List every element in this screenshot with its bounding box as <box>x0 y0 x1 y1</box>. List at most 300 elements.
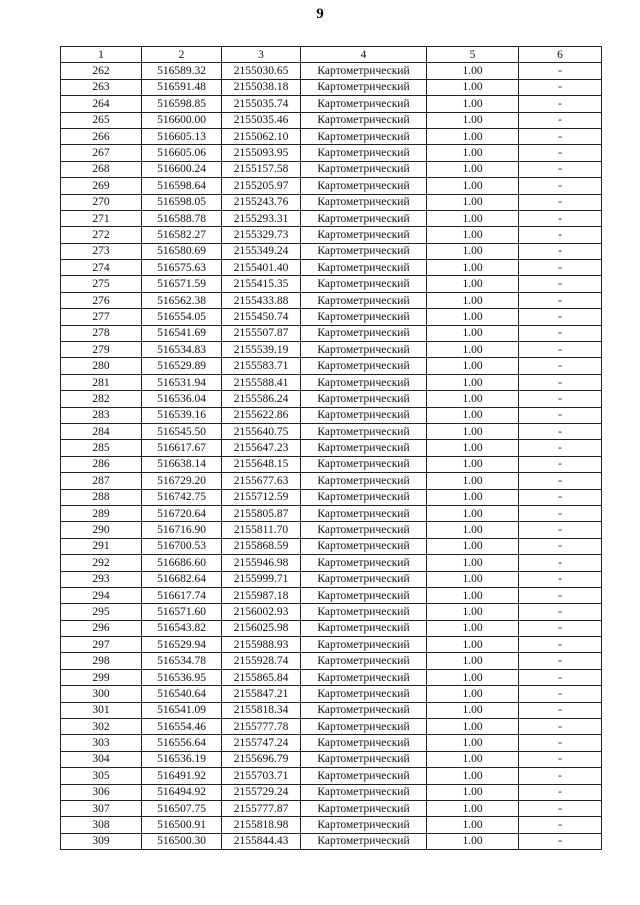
table-row <box>61 669 602 685</box>
table-cell: 516543.82 <box>142 620 222 636</box>
table-cell: 2155038.18 <box>222 79 301 95</box>
table-cell: Картометрический <box>301 440 427 456</box>
table-cell: 1.00 <box>427 309 519 325</box>
table-cell: - <box>519 702 602 718</box>
table-cell: 1.00 <box>427 702 519 718</box>
table-cell: - <box>519 637 602 653</box>
table-row <box>61 243 602 259</box>
table-cell: 516716.90 <box>142 522 222 538</box>
table-row <box>61 407 602 423</box>
table-cell: Картометрический <box>301 817 427 833</box>
table-cell: 516529.89 <box>142 358 222 374</box>
table-cell: 289 <box>61 505 142 521</box>
table-row <box>61 571 602 587</box>
table-cell: 1.00 <box>427 620 519 636</box>
table-cell: 2155640.75 <box>222 423 301 439</box>
table-cell: 294 <box>61 587 142 603</box>
table-cell: - <box>519 456 602 472</box>
table-cell: 1.00 <box>427 784 519 800</box>
table-cell: 264 <box>61 96 142 112</box>
table-cell: - <box>519 686 602 702</box>
table-cell: 2155818.98 <box>222 817 301 833</box>
table-cell: - <box>519 178 602 194</box>
table-cell: 516536.19 <box>142 751 222 767</box>
table-cell: 516541.09 <box>142 702 222 718</box>
table-cell: 1.00 <box>427 96 519 112</box>
table-cell: - <box>519 227 602 243</box>
table-row <box>61 702 602 718</box>
table-row <box>61 800 602 816</box>
table-row <box>61 587 602 603</box>
table-cell: 287 <box>61 473 142 489</box>
table-cell: 2155093.95 <box>222 145 301 161</box>
table-row <box>61 686 602 702</box>
table-row <box>61 391 602 407</box>
table-cell: 270 <box>61 194 142 210</box>
table-cell: 281 <box>61 374 142 390</box>
table-cell: 2155777.78 <box>222 719 301 735</box>
table-cell: 1.00 <box>427 440 519 456</box>
table-cell: 1.00 <box>427 686 519 702</box>
table-cell: 2155157.58 <box>222 161 301 177</box>
table-row <box>61 735 602 751</box>
table-cell: 516534.83 <box>142 342 222 358</box>
table-row <box>61 637 602 653</box>
table-cell: 278 <box>61 325 142 341</box>
table-row <box>61 128 602 144</box>
table-cell: 1.00 <box>427 587 519 603</box>
table-cell: Картометрический <box>301 210 427 226</box>
table-cell: 516539.16 <box>142 407 222 423</box>
table-cell: - <box>519 243 602 259</box>
table-row <box>61 112 602 128</box>
table-cell: 2155433.88 <box>222 292 301 308</box>
table-cell: Картометрический <box>301 538 427 554</box>
table-cell: 273 <box>61 243 142 259</box>
table-row <box>61 456 602 472</box>
table-cell: - <box>519 653 602 669</box>
table-cell: - <box>519 784 602 800</box>
table-cell: 280 <box>61 358 142 374</box>
table-cell: 276 <box>61 292 142 308</box>
table-cell: 268 <box>61 161 142 177</box>
table-cell: 297 <box>61 637 142 653</box>
table-cell: 516742.75 <box>142 489 222 505</box>
table-cell: 1.00 <box>427 178 519 194</box>
table-cell: 516571.59 <box>142 276 222 292</box>
table-row <box>61 292 602 308</box>
table-cell: 1.00 <box>427 292 519 308</box>
table-cell: - <box>519 587 602 603</box>
table-cell: 516575.63 <box>142 260 222 276</box>
table-cell: 516556.64 <box>142 735 222 751</box>
table-cell: Картометрический <box>301 161 427 177</box>
table-cell: Картометрический <box>301 489 427 505</box>
table-cell: - <box>519 276 602 292</box>
table-cell: 516580.69 <box>142 243 222 259</box>
table-cell: - <box>519 620 602 636</box>
table-cell: 279 <box>61 342 142 358</box>
table-row <box>61 342 602 358</box>
table-cell: 2155868.59 <box>222 538 301 554</box>
table-cell: - <box>519 669 602 685</box>
table-cell: 1.00 <box>427 161 519 177</box>
table-cell: 300 <box>61 686 142 702</box>
table-cell: 1.00 <box>427 669 519 685</box>
table-row <box>61 79 602 95</box>
table-row <box>61 768 602 784</box>
table-cell: 516605.13 <box>142 128 222 144</box>
table-cell: - <box>519 145 602 161</box>
table-cell: 1.00 <box>427 276 519 292</box>
table-row <box>61 63 602 79</box>
table-cell: 2155030.65 <box>222 63 301 79</box>
table-cell: Картометрический <box>301 342 427 358</box>
column-header: 1 <box>61 47 142 63</box>
table-cell: - <box>519 407 602 423</box>
table-cell: Картометрический <box>301 571 427 587</box>
table-cell: 516541.69 <box>142 325 222 341</box>
table-cell: Картометрический <box>301 194 427 210</box>
table-row <box>61 325 602 341</box>
table-cell: Картометрический <box>301 63 427 79</box>
table-cell: 262 <box>61 63 142 79</box>
table-cell: - <box>519 79 602 95</box>
column-header: 4 <box>301 47 427 63</box>
table-cell: Картометрический <box>301 79 427 95</box>
column-header: 3 <box>222 47 301 63</box>
table-row <box>61 620 602 636</box>
table-cell: 1.00 <box>427 63 519 79</box>
table-cell: 290 <box>61 522 142 538</box>
table-row <box>61 719 602 735</box>
table-cell: 516686.60 <box>142 555 222 571</box>
table-cell: 2155205.97 <box>222 178 301 194</box>
table-cell: 516507.75 <box>142 800 222 816</box>
table-cell: 1.00 <box>427 391 519 407</box>
table-cell: 2155586.24 <box>222 391 301 407</box>
table-cell: - <box>519 735 602 751</box>
table-cell: Картометрический <box>301 587 427 603</box>
table-cell: Картометрический <box>301 358 427 374</box>
table-cell: Картометрический <box>301 96 427 112</box>
table-cell: 1.00 <box>427 751 519 767</box>
table-cell: 516554.46 <box>142 719 222 735</box>
table-cell: 2155329.73 <box>222 227 301 243</box>
table-row <box>61 358 602 374</box>
table-cell: 2155539.19 <box>222 342 301 358</box>
table-cell: 2155988.93 <box>222 637 301 653</box>
table-cell: Картометрический <box>301 768 427 784</box>
table-cell: 1.00 <box>427 374 519 390</box>
table-cell: Картометрический <box>301 391 427 407</box>
table-cell: 2156025.98 <box>222 620 301 636</box>
table-cell: Картометрический <box>301 702 427 718</box>
table-cell: 1.00 <box>427 637 519 653</box>
table-cell: 516500.91 <box>142 817 222 833</box>
table-cell: Картометрический <box>301 751 427 767</box>
table-cell: 2155243.76 <box>222 194 301 210</box>
table-cell: 516598.05 <box>142 194 222 210</box>
table-cell: 2155622.86 <box>222 407 301 423</box>
table-cell: 1.00 <box>427 522 519 538</box>
table-row <box>61 489 602 505</box>
table-cell: 516605.06 <box>142 145 222 161</box>
table-cell: 299 <box>61 669 142 685</box>
table-cell: 516545.50 <box>142 423 222 439</box>
table-cell: - <box>519 63 602 79</box>
table-cell: 1.00 <box>427 423 519 439</box>
table-cell: - <box>519 358 602 374</box>
table-cell: 301 <box>61 702 142 718</box>
table-cell: - <box>519 128 602 144</box>
table-cell: 516638.14 <box>142 456 222 472</box>
table-cell: 303 <box>61 735 142 751</box>
table-cell: 1.00 <box>427 325 519 341</box>
table-cell: 516600.00 <box>142 112 222 128</box>
table-cell: 2155777.87 <box>222 800 301 816</box>
table-cell: Картометрический <box>301 686 427 702</box>
table-cell: 516536.04 <box>142 391 222 407</box>
table-cell: - <box>519 522 602 538</box>
table-cell: 1.00 <box>427 505 519 521</box>
table-cell: Картометрический <box>301 407 427 423</box>
table-cell: 2155805.87 <box>222 505 301 521</box>
table-cell: 1.00 <box>427 817 519 833</box>
table-cell: 516534.78 <box>142 653 222 669</box>
table-row <box>61 227 602 243</box>
table-cell: Картометрический <box>301 505 427 521</box>
table-cell: 263 <box>61 79 142 95</box>
table-cell: - <box>519 817 602 833</box>
table-cell: 2155647.23 <box>222 440 301 456</box>
table-cell: 516598.64 <box>142 178 222 194</box>
table-cell: Картометрический <box>301 604 427 620</box>
table-cell: - <box>519 210 602 226</box>
table-cell: Картометрический <box>301 719 427 735</box>
table-cell: 2155865.84 <box>222 669 301 685</box>
table-cell: 295 <box>61 604 142 620</box>
table-row <box>61 423 602 439</box>
table-cell: 298 <box>61 653 142 669</box>
table-cell: - <box>519 604 602 620</box>
table-cell: 516540.64 <box>142 686 222 702</box>
table-cell: - <box>519 194 602 210</box>
table-row <box>61 178 602 194</box>
table-row <box>61 440 602 456</box>
table-cell: - <box>519 538 602 554</box>
table-cell: 516729.20 <box>142 473 222 489</box>
table-row <box>61 145 602 161</box>
table-cell: 2155415.35 <box>222 276 301 292</box>
table-cell: 1.00 <box>427 194 519 210</box>
table-cell: 1.00 <box>427 489 519 505</box>
table-cell: 1.00 <box>427 653 519 669</box>
table-cell: 293 <box>61 571 142 587</box>
table-cell: 1.00 <box>427 227 519 243</box>
table-cell: 2155401.40 <box>222 260 301 276</box>
table-cell: 282 <box>61 391 142 407</box>
table-cell: - <box>519 260 602 276</box>
table-cell: 291 <box>61 538 142 554</box>
table-cell: 1.00 <box>427 555 519 571</box>
table-cell: Картометрический <box>301 309 427 325</box>
table-cell: Картометрический <box>301 178 427 194</box>
table-row <box>61 522 602 538</box>
table-cell: Картометрический <box>301 325 427 341</box>
table-cell: 1.00 <box>427 260 519 276</box>
table-cell: 1.00 <box>427 210 519 226</box>
page-number: 9 <box>316 6 324 22</box>
table-cell: Картометрический <box>301 669 427 685</box>
table-cell: 1.00 <box>427 456 519 472</box>
table-cell: Картометрический <box>301 374 427 390</box>
table-cell: 286 <box>61 456 142 472</box>
table-row <box>61 194 602 210</box>
table-cell: 277 <box>61 309 142 325</box>
table-cell: 275 <box>61 276 142 292</box>
table-cell: 2155811.70 <box>222 522 301 538</box>
table-cell: 1.00 <box>427 342 519 358</box>
table-cell: 309 <box>61 833 142 849</box>
table-cell: - <box>519 768 602 784</box>
table-cell: - <box>519 489 602 505</box>
table-cell: Картометрический <box>301 227 427 243</box>
table-cell: 516536.95 <box>142 669 222 685</box>
table-cell: 2155999.71 <box>222 571 301 587</box>
table-row <box>61 96 602 112</box>
table-cell: Картометрический <box>301 128 427 144</box>
table-row <box>61 555 602 571</box>
table-cell: Картометрический <box>301 456 427 472</box>
table-cell: 516582.27 <box>142 227 222 243</box>
table-cell: Картометрический <box>301 637 427 653</box>
table-row <box>61 309 602 325</box>
table-cell: - <box>519 96 602 112</box>
table-cell: Картометрический <box>301 260 427 276</box>
table-cell: 265 <box>61 112 142 128</box>
table-row <box>61 161 602 177</box>
table-cell: 2155677.63 <box>222 473 301 489</box>
table-cell: Картометрический <box>301 653 427 669</box>
table-cell: Картометрический <box>301 145 427 161</box>
table-cell: 284 <box>61 423 142 439</box>
table-cell: Картометрический <box>301 800 427 816</box>
table-row <box>61 505 602 521</box>
table-cell: - <box>519 161 602 177</box>
table-cell: 305 <box>61 768 142 784</box>
table-cell: Картометрический <box>301 833 427 849</box>
table-cell: - <box>519 292 602 308</box>
table-cell: 516600.24 <box>142 161 222 177</box>
table-cell: 304 <box>61 751 142 767</box>
table-cell: - <box>519 440 602 456</box>
table-cell: 2155818.34 <box>222 702 301 718</box>
table-cell: 516500.30 <box>142 833 222 849</box>
table-cell: 516720.64 <box>142 505 222 521</box>
table-cell: - <box>519 342 602 358</box>
table-cell: 2155712.59 <box>222 489 301 505</box>
table-row <box>61 751 602 767</box>
table-cell: 2155293.31 <box>222 210 301 226</box>
table-cell: Картометрический <box>301 276 427 292</box>
table-cell: 271 <box>61 210 142 226</box>
table-cell: - <box>519 719 602 735</box>
table-cell: 1.00 <box>427 538 519 554</box>
table-cell: 1.00 <box>427 473 519 489</box>
table-row <box>61 653 602 669</box>
table-cell: 1.00 <box>427 735 519 751</box>
table-row <box>61 604 602 620</box>
table-cell: 2155062.10 <box>222 128 301 144</box>
table-header-row <box>61 47 602 63</box>
table-cell: 266 <box>61 128 142 144</box>
table-cell: 1.00 <box>427 604 519 620</box>
table-row <box>61 538 602 554</box>
table-cell: 516529.94 <box>142 637 222 653</box>
table-cell: Картометрический <box>301 243 427 259</box>
table-cell: 516494.92 <box>142 784 222 800</box>
table-cell: 292 <box>61 555 142 571</box>
table-cell: 1.00 <box>427 833 519 849</box>
table-cell: Картометрический <box>301 735 427 751</box>
table-cell: 516591.48 <box>142 79 222 95</box>
table-cell: Картометрический <box>301 473 427 489</box>
table-cell: 2155696.79 <box>222 751 301 767</box>
table-cell: 516588.78 <box>142 210 222 226</box>
table-cell: - <box>519 309 602 325</box>
table-cell: 285 <box>61 440 142 456</box>
table-row <box>61 374 602 390</box>
table-cell: 2155588.41 <box>222 374 301 390</box>
table-cell: 516562.38 <box>142 292 222 308</box>
table-row <box>61 473 602 489</box>
table-cell: 1.00 <box>427 112 519 128</box>
table-cell: 2155583.71 <box>222 358 301 374</box>
table-cell: 2155729.24 <box>222 784 301 800</box>
table-cell: 1.00 <box>427 128 519 144</box>
table-cell: 272 <box>61 227 142 243</box>
table-cell: Картометрический <box>301 620 427 636</box>
table-cell: 516554.05 <box>142 309 222 325</box>
table-row <box>61 210 602 226</box>
table-cell: 1.00 <box>427 79 519 95</box>
table-cell: 1.00 <box>427 768 519 784</box>
table-cell: 2155847.21 <box>222 686 301 702</box>
table-cell: 302 <box>61 719 142 735</box>
table-cell: 2155035.46 <box>222 112 301 128</box>
table-cell: 2155349.24 <box>222 243 301 259</box>
table-cell: - <box>519 112 602 128</box>
table-cell: 274 <box>61 260 142 276</box>
table-cell: 516700.53 <box>142 538 222 554</box>
table-cell: 306 <box>61 784 142 800</box>
table-cell: 267 <box>61 145 142 161</box>
table-cell: 516617.74 <box>142 587 222 603</box>
table-cell: Картометрический <box>301 423 427 439</box>
table-row <box>61 784 602 800</box>
table-cell: 1.00 <box>427 719 519 735</box>
table-cell: 1.00 <box>427 358 519 374</box>
table-cell: 1.00 <box>427 800 519 816</box>
table-cell: 2155987.18 <box>222 587 301 603</box>
table-cell: Картометрический <box>301 112 427 128</box>
column-header: 2 <box>142 47 222 63</box>
column-header: 6 <box>519 47 602 63</box>
table-body <box>61 63 602 850</box>
table-cell: - <box>519 423 602 439</box>
table-cell: 2155648.15 <box>222 456 301 472</box>
